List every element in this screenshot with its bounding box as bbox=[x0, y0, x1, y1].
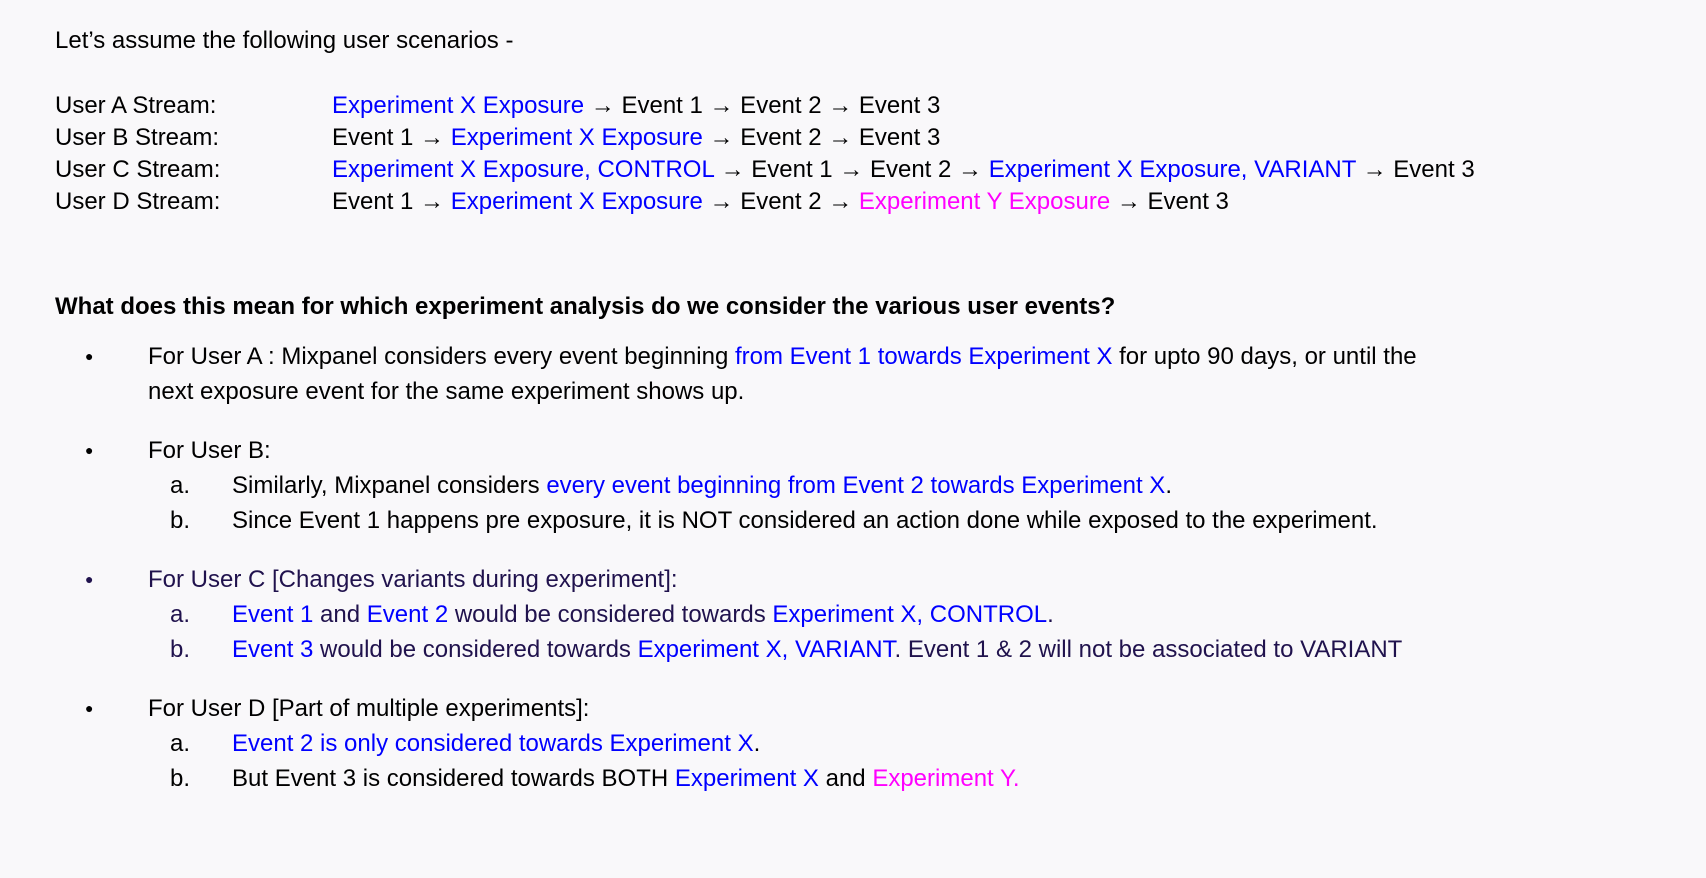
sub-item bbox=[55, 726, 1706, 761]
bullet-marker: ● bbox=[85, 700, 94, 716]
sub-item bbox=[55, 632, 1706, 667]
sub-item-text bbox=[232, 761, 1020, 796]
stream-label: User D Stream: bbox=[55, 188, 221, 215]
text-segment: and bbox=[313, 601, 367, 628]
sub-item bbox=[55, 468, 1706, 503]
sub-item-text bbox=[232, 597, 1054, 632]
sub-item-marker: b. bbox=[170, 636, 191, 663]
text-segment: → Event 3 bbox=[1110, 188, 1229, 215]
text-segment: would be considered towards bbox=[448, 601, 773, 628]
sub-item-text bbox=[232, 726, 760, 761]
stream-content bbox=[332, 154, 1475, 186]
bullet-text bbox=[148, 691, 589, 726]
bullet-text bbox=[148, 562, 678, 597]
sub-item-marker: b. bbox=[170, 765, 191, 792]
text-segment: Event 1 bbox=[232, 601, 314, 628]
sub-item-marker: a. bbox=[170, 730, 191, 757]
text-segment: and bbox=[818, 765, 873, 792]
stream-label: User C Stream: bbox=[55, 156, 221, 183]
bullet-marker: ● bbox=[85, 348, 94, 364]
bullet-item bbox=[55, 562, 1706, 667]
text-segment: would be considered towards bbox=[313, 636, 638, 663]
text-segment: Experiment X Exposure bbox=[332, 92, 585, 119]
text-segment: → Event 1 → Event 2 → Event 3 bbox=[584, 92, 941, 119]
text-segment: Experiment Y Exposure bbox=[858, 188, 1111, 215]
text-segment: But Event 3 is considered towards BOTH bbox=[232, 765, 675, 792]
text-segment: → Event 2 → Event 3 bbox=[702, 124, 941, 151]
sub-item-marker: a. bbox=[170, 472, 191, 499]
text-segment: → Event 2 → bbox=[702, 188, 859, 215]
text-segment: Experiment Y. bbox=[872, 765, 1020, 792]
text-segment: Event 2 is only considered towards Experiment X bbox=[232, 730, 754, 757]
text-segment: . Event 1 & 2 will not be associated to VARIANT bbox=[894, 636, 1403, 663]
question-heading: What does this mean for which experiment analysis do we consider the various user events? bbox=[55, 293, 1116, 320]
text-segment: . bbox=[1047, 601, 1054, 628]
sub-item-marker: a. bbox=[170, 601, 191, 628]
text-segment: from Event 1 towards Experiment X bbox=[734, 343, 1113, 370]
text-segment: For User B: bbox=[148, 437, 271, 464]
text-segment: Event 3 bbox=[232, 636, 314, 663]
bullet-item bbox=[55, 433, 1706, 538]
sub-item bbox=[55, 761, 1706, 796]
bullet-text bbox=[148, 339, 1417, 409]
bullet-marker: ● bbox=[85, 571, 94, 587]
text-segment: . bbox=[753, 730, 761, 757]
bullet-list bbox=[55, 339, 1706, 796]
text-segment: Since Event 1 happens pre exposure, it is NOT considered an action done while exposed to the experiment. bbox=[232, 507, 1378, 534]
text-segment: Experiment X, VARIANT bbox=[637, 636, 895, 663]
text-segment: next exposure event for the same experiment shows up. bbox=[148, 378, 745, 405]
streams bbox=[55, 90, 1706, 218]
text-segment: For User C [Changes variants during experiment]: bbox=[148, 566, 678, 593]
text-segment: Experiment X bbox=[674, 765, 819, 792]
stream-row bbox=[55, 154, 1706, 186]
text-segment: For User D [Part of multiple experiments]: bbox=[148, 695, 590, 722]
sub-item bbox=[55, 597, 1706, 632]
stream-content bbox=[332, 90, 940, 122]
stream-content bbox=[332, 122, 940, 154]
text-segment: Experiment X Exposure, VARIANT bbox=[988, 156, 1356, 183]
sub-item-text bbox=[232, 503, 1378, 538]
text-segment: . bbox=[1165, 472, 1172, 499]
text-segment: Experiment X, CONTROL bbox=[772, 601, 1048, 628]
sub-item-marker: b. bbox=[170, 507, 191, 534]
stream-label: User B Stream: bbox=[55, 124, 220, 151]
text-segment: for upto 90 days, or until the bbox=[1112, 343, 1417, 370]
bullet-text bbox=[148, 433, 271, 468]
text-segment: Event 2 bbox=[366, 601, 449, 628]
text-segment: Experiment X Exposure, CONTROL bbox=[332, 156, 714, 183]
bullet-marker: ● bbox=[85, 442, 94, 458]
stream-row bbox=[55, 122, 1706, 154]
sub-item-text bbox=[232, 468, 1172, 503]
text-segment: → Event 3 bbox=[1355, 156, 1475, 183]
intro-text: Let’s assume the following user scenarios - bbox=[55, 27, 514, 54]
stream-row bbox=[55, 90, 1706, 122]
text-segment: → Event 1 → Event 2 → bbox=[713, 156, 989, 183]
stream-row bbox=[55, 186, 1706, 218]
text-segment: Experiment X Exposure bbox=[450, 124, 703, 151]
text-segment: Similarly, Mixpanel considers bbox=[232, 472, 547, 499]
text-segment: every event beginning from Event 2 towards Experiment X bbox=[546, 472, 1166, 499]
sub-item-text bbox=[232, 632, 1402, 667]
stream-content bbox=[332, 186, 1229, 218]
bullet-item bbox=[55, 339, 1706, 409]
text-segment: For User A : Mixpanel considers every event beginning bbox=[148, 343, 735, 370]
sub-item bbox=[55, 503, 1706, 538]
text-segment: Experiment X Exposure bbox=[450, 188, 703, 215]
stream-label: User A Stream: bbox=[55, 92, 217, 119]
text-segment: Event 1 → bbox=[332, 124, 451, 151]
bullet-item bbox=[55, 691, 1706, 796]
text-segment: Event 1 → bbox=[332, 188, 451, 215]
